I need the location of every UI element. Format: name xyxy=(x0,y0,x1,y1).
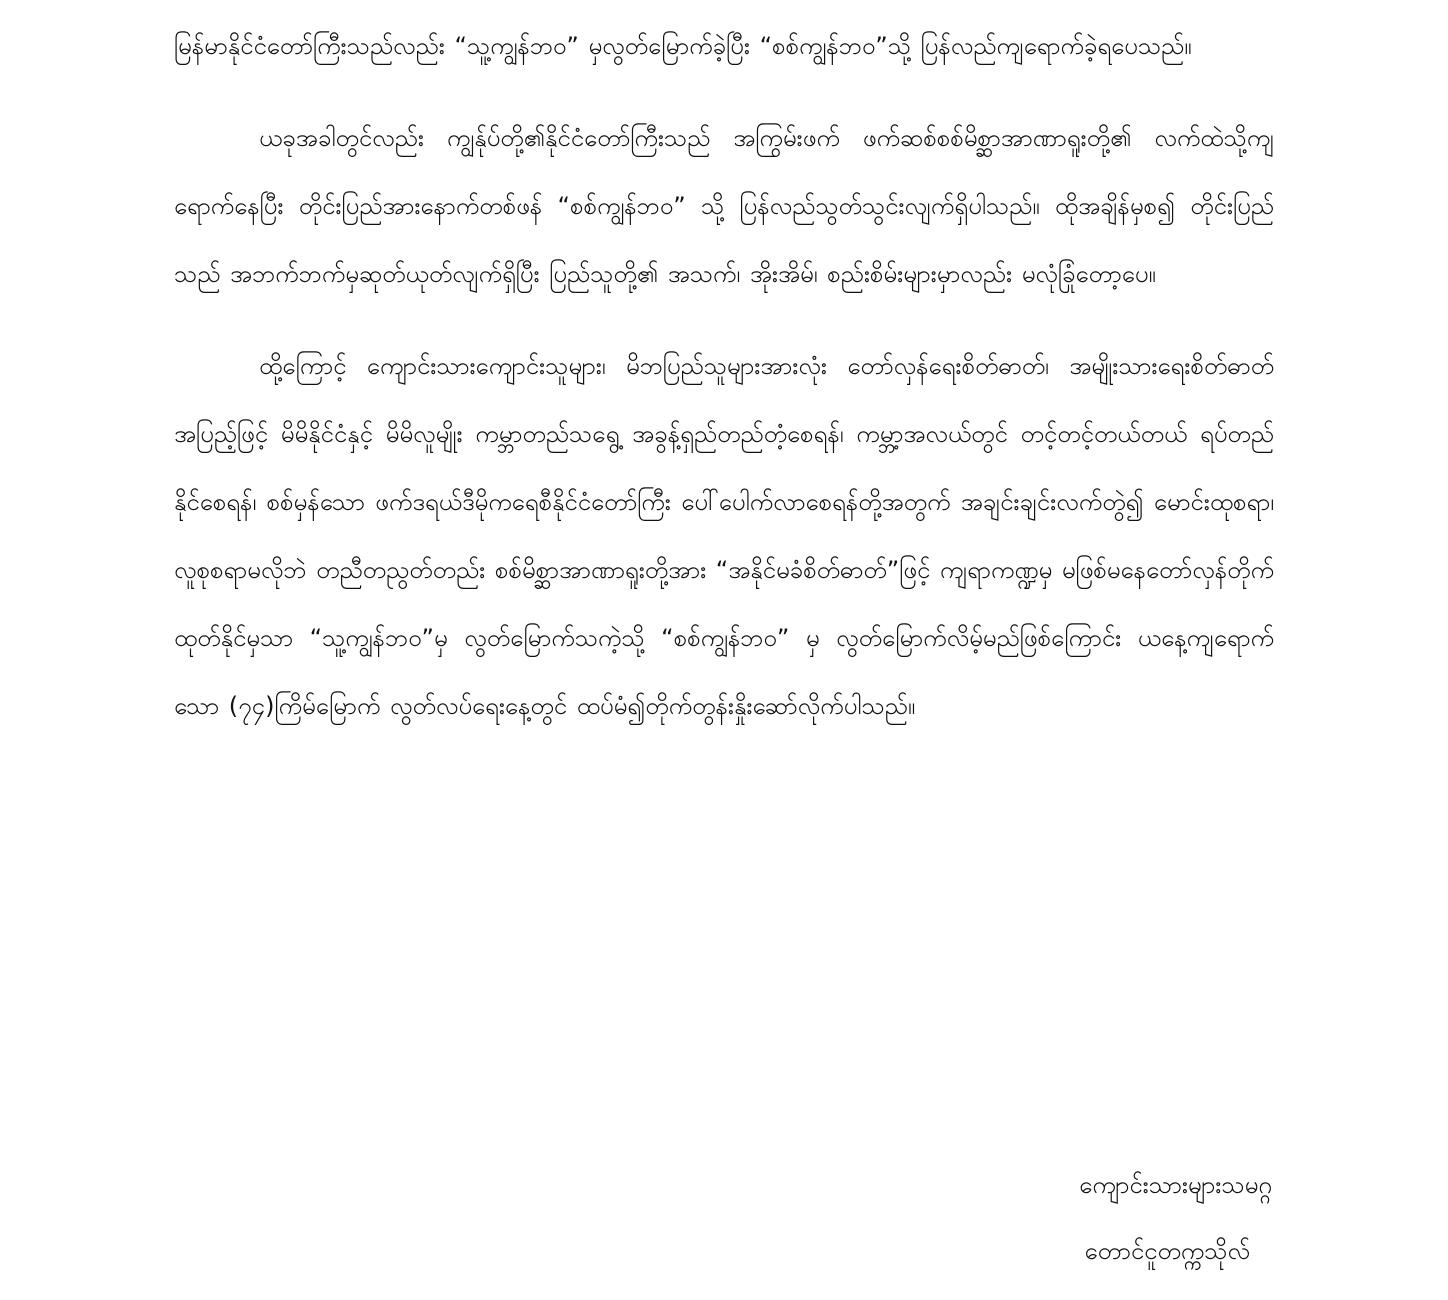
paragraph-3: ထို့ကြောင့် ကျောင်းသားကျောင်းသူများ၊ မိဘပြည်သူများအားလုံး တော်လှန်ရေးစိတ်ဓာတ်၊ အမျိုးသားရေးစိတ်ဓာတ်အပြည့်ဖြင့် မိမိနိုင်ငံနှင့် မိမိလူမျိုး ကမ္ဘာတည်သရွေ့ အခွန့်ရှည်တည်တံ့စေရန်၊ ကမ္ဘာ့အလယ်တွင် တင့်တင့်တယ်တယ် ရပ်တည်နိုင်စေရန်၊ စစ်မှန်သော ဖက်ဒရယ်ဒီမိုကရေစီနိုင်ငံတော်ကြီး ပေါ်ပေါက်လာစေရန်တို့အတွက် အချင်းချင်းလက်တွဲ၍ မောင်းထုစရာ၊ လူစုစရာမလိုဘဲ တညီတညွတ်တည်း စစ်မိစ္ဆာအာဏာရူးတို့အား “အနိုင်မခံစိတ်ဓာတ်”ဖြင့် ကျရာကဏ္ဍမှ မဖြစ်မနေတော်လှန်တိုက်ထုတ်နိုင်မှသာ “သူ့ကျွန်ဘဝ”မှ လွတ်မြောက်သကဲ့သို့ “စစ်ကျွန်ဘဝ” မှ လွတ်မြောက်လိမ့်မည်ဖြစ်ကြောင်း ယနေ့ကျရောက်သော (၇၄)ကြိမ်မြောက် လွတ်လပ်ရေးနေ့တွင် ထပ်မံ၍တိုက်တွန်းနှိုးဆော်လိုက်ပါသည်။ xyxy=(174,352,1274,720)
signature-organization: ကျောင်းသားများသမဂ္ဂ xyxy=(1079,1171,1272,1199)
signature-block xyxy=(872,1152,1272,1284)
signature-institution: တောင်ငူတက္ကသိုလ် xyxy=(1084,1237,1250,1265)
document-body xyxy=(174,12,1274,740)
paragraph-1: မြန်မာနိုင်ငံတော်ကြီးသည်လည်း “သူ့ကျွန်ဘဝ” မှလွတ်မြောက်ခဲ့ပြီး “စစ်ကျွန်ဘဝ”သို့ ပြန်လည်ကျရောက်ခဲ့ရပေသည်။ xyxy=(174,32,1192,60)
paragraph-2: ယခုအခါတွင်လည်း ကျွန်ုပ်တို့၏နိုင်ငံတော်ကြီးသည် အကြွမ်းဖက် ဖက်ဆစ်စစ်မိစ္ဆာအာဏာရူးတို့၏ လက်ထဲသို့ကျရောက်နေပြီး တိုင်းပြည်အားနောက်တစ်ဖန် “စစ်ကျွန်ဘဝ” သို့ ပြန်လည်သွတ်သွင်းလျက်ရှိပါသည်။ ထိုအချိန်မှစ၍ တိုင်းပြည်သည် အဘက်ဘက်မှဆုတ်ယုတ်လျက်ရှိပြီး ပြည်သူတို့၏ အသက်၊ အိုးအိမ်၊ စည်းစိမ်းများမှာလည်း မလုံခြုံတော့ပေ။ xyxy=(174,124,1274,288)
